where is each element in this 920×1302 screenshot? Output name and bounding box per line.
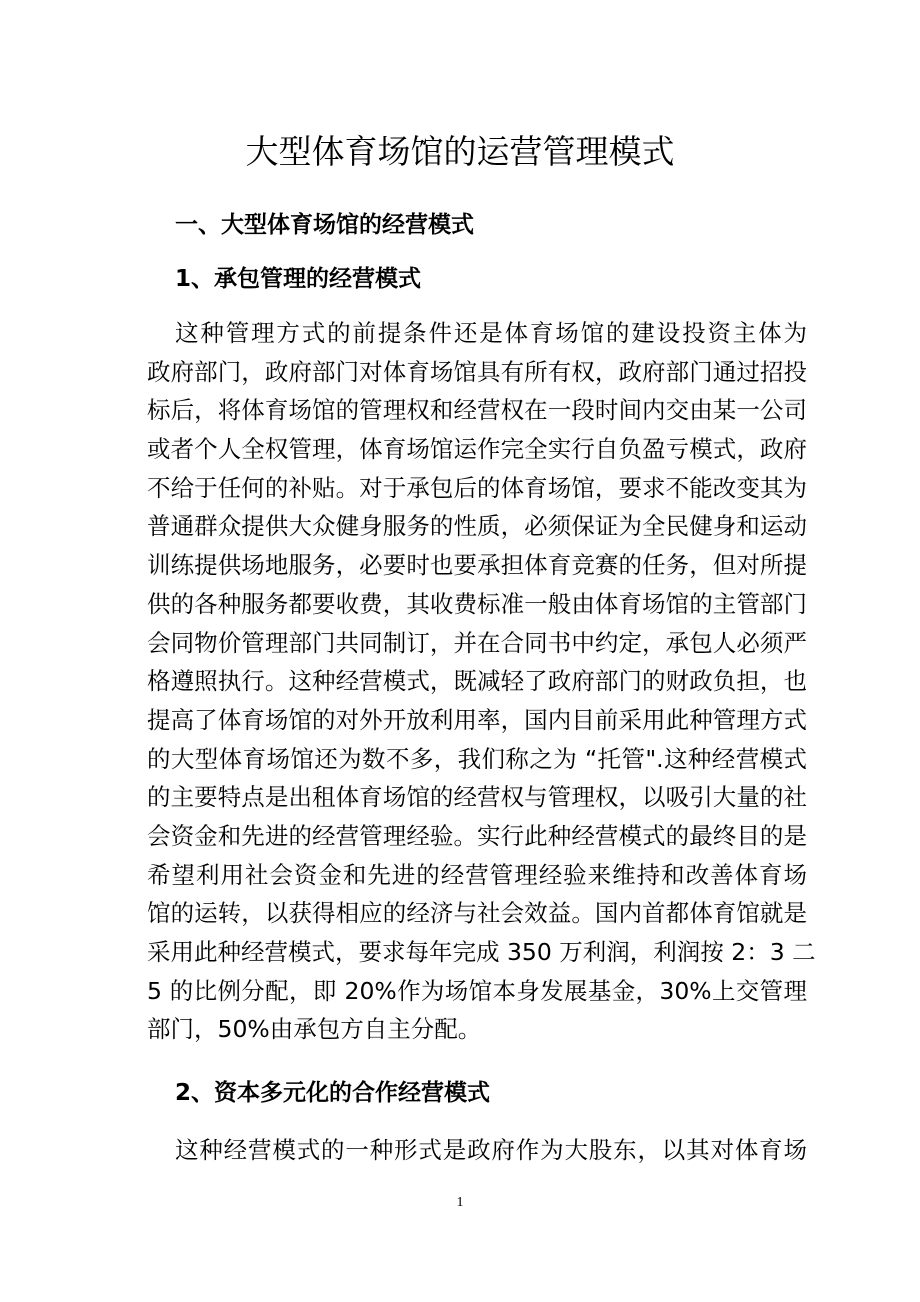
subsection-heading-1: 1、承包管理的经营模式 xyxy=(175,266,422,292)
text-line: 希望利用社会资金和先进的经营管理经验来维持和改善体育场 xyxy=(147,860,807,889)
subsection-heading-2: 2、资本多元化的合作经营模式 xyxy=(175,1080,491,1106)
text-line: 馆的运转，以获得相应的经济与社会效益。国内首都体育馆就是 xyxy=(147,899,807,928)
text-line: 政府部门，政府部门对体育场馆具有所有权，政府部门通过招投 xyxy=(147,357,807,386)
text-line: 会同物价管理部门共同制订，并在合同书中约定，承包人必须严 xyxy=(147,628,807,657)
paragraph-2 xyxy=(147,1131,807,1170)
text-line: 标后，将体育场馆的管理权和经营权在一段时间内交由某一公司 xyxy=(147,396,807,425)
text-line: 5 的比例分配，即 20%作为场馆本身发展基金，30%上交管理 xyxy=(147,976,807,1005)
document-title: 大型体育场馆的运营管理模式 xyxy=(245,132,675,171)
text-line: 采用此种经营模式，要求每年完成 350 万利润，利润按 2：3 二 xyxy=(147,938,816,966)
page-number: 1 xyxy=(456,1195,464,1210)
paragraph-1 xyxy=(147,314,816,1049)
text-line: 不给于任何的补贴。对于承包后的体育场馆，要求不能改变其为 xyxy=(147,473,807,502)
text-line: 供的各种服务都要收费，其收费标准一般由体育场馆的主管部门 xyxy=(147,589,807,618)
text-line: 训练提供场地服务，必要时也要承担体育竞赛的任务，但对所提 xyxy=(147,551,807,580)
text-line: 这种经营模式的一种形式是政府作为大股东，以其对体育场 xyxy=(175,1136,807,1164)
text-line: 普通群众提供大众健身服务的性质，必须保证为全民健身和运动 xyxy=(147,512,807,541)
text-line: 的主要特点是出租体育场馆的经营权与管理权，以吸引大量的社 xyxy=(147,783,807,812)
text-line: 部门，50%由承包方自主分配。 xyxy=(147,1015,482,1044)
text-line: 这种管理方式的前提条件还是体育场馆的建设投资主体为 xyxy=(175,319,807,347)
text-line: 提高了体育场馆的对外开放利用率，国内目前采用此种管理方式 xyxy=(147,705,807,734)
text-line: 会资金和先进的经营管理经验。实行此种经营模式的最终目的是 xyxy=(147,821,807,850)
section-heading: 一、大型体育场馆的经营模式 xyxy=(175,212,474,238)
text-line: 格遵照执行。这种经营模式，既减轻了政府部门的财政负担，也 xyxy=(147,667,807,696)
text-line: 的大型体育场馆还为数不多，我们称之为 “托管".这种经营模式 xyxy=(147,744,807,773)
text-line: 或者个人全权管理，体育场馆运作完全实行自负盈亏模式，政府 xyxy=(147,435,807,464)
